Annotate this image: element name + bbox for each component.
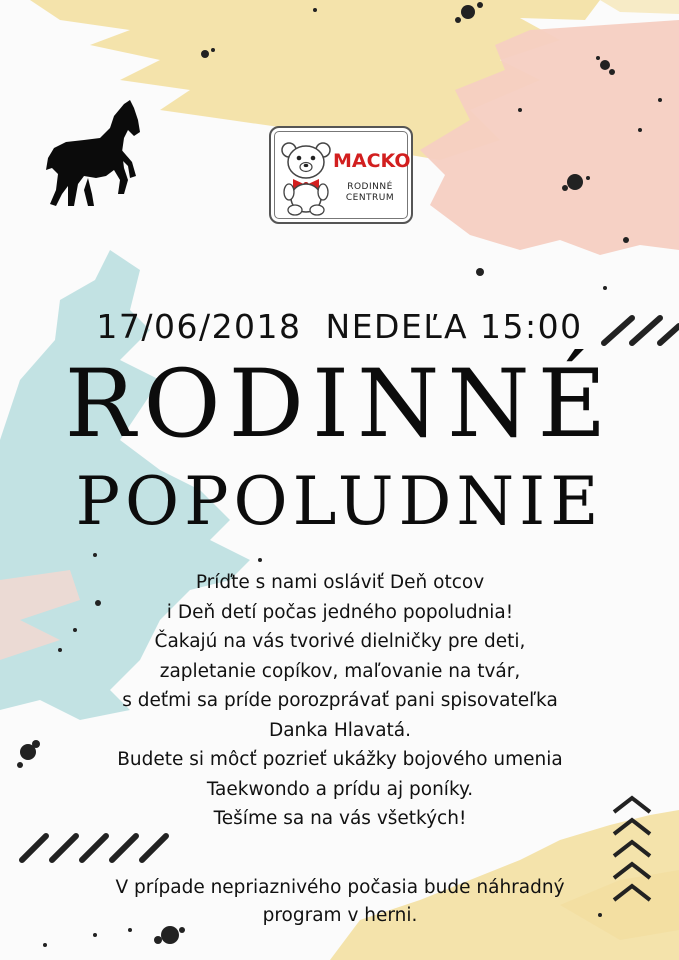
description-line: Taekwondo a prídu aj poníky. [206, 778, 474, 800]
logo-subtitle-line1: RODINNÉ [347, 182, 393, 192]
description-line: zapletanie copíkov, maľovanie na tvár, [159, 660, 521, 682]
description-line: Príďte s nami osláviť Deň otcov [195, 572, 485, 593]
description-line: Budete si môcť pozrieť ukážky bojového umenia [117, 749, 563, 770]
weather-note [90, 874, 590, 930]
event-date-time: 17/06/2018 NEDEĽA 15:00 [96, 307, 583, 346]
note-line: program v herni. [262, 905, 418, 926]
dash-stroke-decoration-left [22, 836, 166, 860]
description-line: s deťmi sa príde porozprávať pani spisovateľka [122, 690, 558, 711]
teddy-bear-logo-icon [277, 136, 335, 216]
logo-subtitle [333, 182, 407, 204]
note-line: V prípade nepriaznivého počasia bude náhradný [115, 877, 565, 898]
event-title-line1: RODINNÉ [64, 350, 615, 459]
description-line: i Deň detí počas jedného popoludnia! [166, 601, 514, 623]
macko-logo [269, 126, 413, 224]
logo-subtitle-line2: CENTRUM [345, 193, 395, 203]
description-line: Danka Hlavatá. [268, 719, 412, 741]
event-title-line2: POPOLUDNIE [75, 463, 604, 540]
pony-icon [44, 98, 144, 210]
logo-name: MACKO [333, 150, 411, 172]
event-description [90, 568, 590, 834]
description-line: Čakajú na vás tvorivé dielničky pre deti, [154, 631, 526, 652]
description-line: Tešíme sa na vás všetkých! [213, 808, 467, 829]
